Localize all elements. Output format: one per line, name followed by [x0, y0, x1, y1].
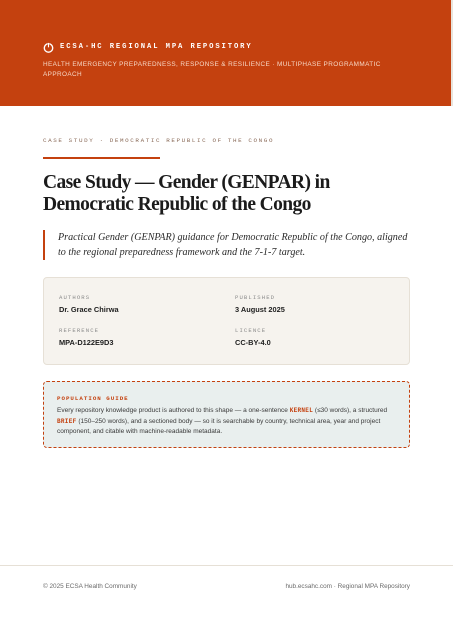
footer-site-link[interactable]: hub.ecsahc.com · Regional MPA Repository: [285, 583, 410, 590]
authors-label: AUTHORS: [59, 294, 91, 301]
authors-value: Dr. Grace Chirwa: [59, 305, 119, 314]
reference-label: REFERENCE: [59, 327, 100, 334]
article-lede: Practical Gender (GENPAR) guidance for Democratic Republic of the Congo, aligned to the regional preparedness framework and the 7-1-7 target.: [43, 230, 413, 260]
licence-label: LICENCE: [235, 327, 267, 334]
guide-text-part: Every repository knowledge product is authored to this shape — a one-sentence: [57, 407, 290, 414]
footer-copyright: © 2025 ECSA Health Community: [43, 583, 137, 590]
published-label: PUBLISHED: [235, 294, 276, 301]
reference-value: MPA-D122E9D3: [59, 338, 114, 347]
header-tagline: HEALTH EMERGENCY PREPAREDNESS, RESPONSE & RESILIENCE · MULTIPHASE PROGRAMMATIC APPROACH: [43, 61, 381, 78]
kernel-keyword: KERNEL: [289, 407, 314, 414]
repository-brand[interactable]: [43, 42, 253, 53]
footer-divider: [0, 565, 453, 566]
guide-text-part: (150–250 words), and a sectioned body — so it is searchable by country, technical area, year and project component, and citable with machine-readable metadata.: [57, 417, 381, 435]
accent-rule: [43, 157, 160, 159]
guide-heading: POPULATION GUIDE: [57, 395, 129, 402]
article-eyebrow: CASE STUDY · DEMOCRATIC REPUBLIC OF THE CONGO: [43, 137, 275, 144]
brief-keyword: BRIEF: [57, 417, 77, 425]
page-title: Case Study — Gender (GENPAR) in Democratic Republic of the Congo: [43, 172, 330, 215]
guide-text-part: (≤30 words), a structured: [313, 407, 388, 414]
header-banner: [0, 0, 453, 106]
population-guide-callout: [43, 381, 410, 448]
metadata-card: [43, 277, 410, 365]
guide-body: [57, 406, 397, 438]
repository-title: ECSA-HC REGIONAL MPA REPOSITORY: [60, 43, 253, 51]
licence-value: CC-BY-4.0: [235, 338, 271, 347]
power-icon: [43, 42, 54, 53]
published-value: 3 August 2025: [235, 305, 285, 314]
